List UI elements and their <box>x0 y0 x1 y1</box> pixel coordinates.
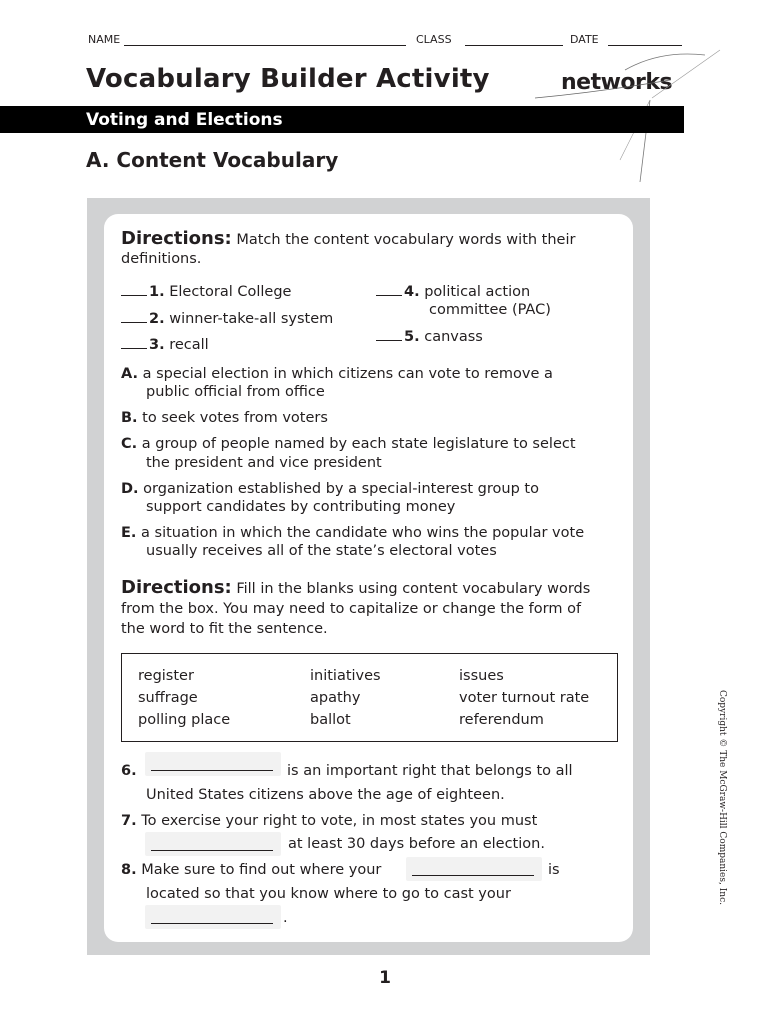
name-line[interactable] <box>124 45 406 46</box>
fill-blank-6[interactable] <box>145 752 281 776</box>
directions-2-line2: from the box. You may need to capitalize or change the form of <box>121 601 582 617</box>
fill-blank-8b[interactable] <box>145 905 281 929</box>
item-7-text: at least 30 days before an election. <box>288 836 545 852</box>
word-polling-place: polling place <box>138 712 231 728</box>
word-issues: issues <box>459 668 504 684</box>
answer-blank-5[interactable] <box>376 329 402 341</box>
term-4: 4. political action <box>376 283 530 302</box>
directions-text: Match the content vocabulary words with their <box>236 232 576 248</box>
word-suffrage: suffrage <box>138 690 198 706</box>
networks-logo: networks <box>561 70 673 95</box>
definition-c-line2: the president and vice president <box>146 455 382 471</box>
definition-a-line2: public official from office <box>146 384 325 400</box>
definition-a: A. a special election in which citizens can vote to remove a <box>121 366 553 382</box>
item-6-number: 6. <box>121 763 137 779</box>
class-label: CLASS <box>416 33 452 46</box>
directions-label: Directions: <box>121 228 232 249</box>
item-8: 8. Make sure to find out where your <box>121 862 382 878</box>
directions-1 <box>121 229 575 250</box>
directions-1-line2: definitions. <box>121 251 202 267</box>
word-voter-turnout-rate: voter turnout rate <box>459 690 590 706</box>
item-8-period: . <box>283 910 288 926</box>
item-6-line2: United States citizens above the age of eighteen. <box>146 787 505 803</box>
directions-label: Directions: <box>121 577 232 598</box>
fill-blank-8a[interactable] <box>406 857 542 881</box>
directions-text: Fill in the blanks using content vocabulary words <box>236 581 591 597</box>
topic-bar <box>0 106 684 133</box>
word-ballot: ballot <box>310 712 351 728</box>
page-number: 1 <box>379 968 391 988</box>
answer-blank-4[interactable] <box>376 284 402 296</box>
definition-c: C. a group of people named by each state legislature to select <box>121 436 576 452</box>
term-4-line2: committee (PAC) <box>429 302 551 318</box>
definition-d-line2: support candidates by contributing money <box>146 499 456 515</box>
item-7: 7. To exercise your right to vote, in most states you must <box>121 813 538 829</box>
definition-e-line2: usually receives all of the state’s electoral votes <box>146 543 497 559</box>
section-heading: A. Content Vocabulary <box>86 148 339 172</box>
student-info-header <box>88 33 682 49</box>
answer-blank-2[interactable] <box>121 311 147 323</box>
topic-title: Voting and Elections <box>86 110 283 130</box>
directions-2 <box>121 578 590 599</box>
item-8-text: is <box>548 862 560 878</box>
definition-d: D. organization established by a special-interest group to <box>121 481 539 497</box>
item-8-line2: located so that you know where to go to cast your <box>146 886 511 902</box>
answer-blank-3[interactable] <box>121 337 147 349</box>
word-initiatives: initiatives <box>310 668 381 684</box>
item-6-text: is an important right that belongs to all <box>287 763 573 779</box>
copyright-text: Copyright © The McGraw-Hill Companies, Inc. <box>717 690 727 905</box>
word-register: register <box>138 668 194 684</box>
name-label: NAME <box>88 33 121 46</box>
class-line[interactable] <box>465 45 563 46</box>
directions-2-line3: the word to fit the sentence. <box>121 621 328 637</box>
word-referendum: referendum <box>459 712 544 728</box>
page-title: Vocabulary Builder Activity <box>86 64 490 94</box>
date-label: DATE <box>570 33 599 46</box>
definition-b: B. to seek votes from voters <box>121 410 328 426</box>
term-3: 3. recall <box>121 336 209 355</box>
term-5: 5. canvass <box>376 328 483 347</box>
answer-blank-1[interactable] <box>121 284 147 296</box>
definition-e: E. a situation in which the candidate who wins the popular vote <box>121 525 585 541</box>
term-2: 2. winner-take-all system <box>121 310 333 329</box>
date-line[interactable] <box>608 45 682 46</box>
copyright-notice <box>715 690 729 905</box>
word-apathy: apathy <box>310 690 361 706</box>
term-1: 1. Electoral College <box>121 283 291 302</box>
fill-blank-7[interactable] <box>145 832 281 856</box>
